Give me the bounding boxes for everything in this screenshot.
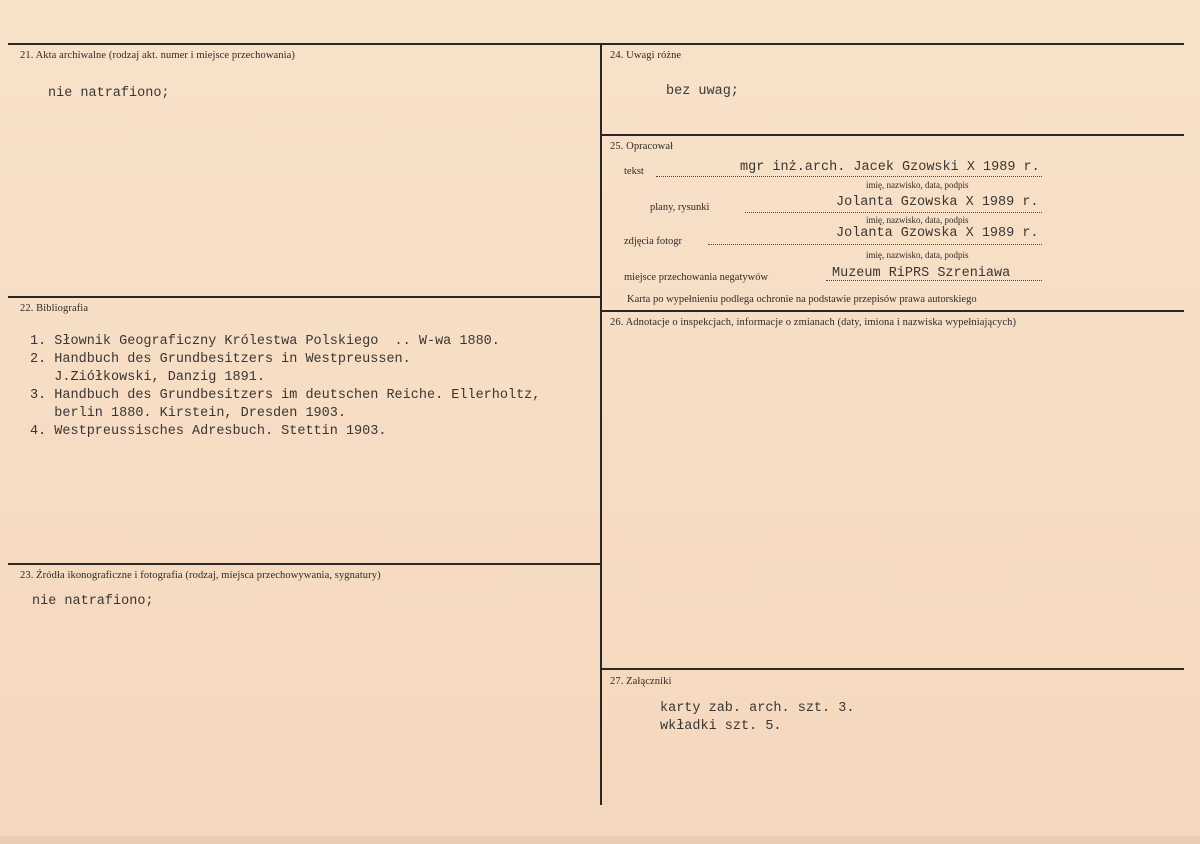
tekst-caption: imię, nazwisko, data, podpis (866, 180, 969, 190)
rule-26-27 (600, 668, 1184, 670)
section-21-value: nie natrafiono; (48, 86, 170, 101)
rule-24-25 (600, 134, 1184, 136)
section-23-label: 23. Źródła ikonograficzne i fotografia (rodzaj, miejsca przechowywania, sygnatury) (20, 570, 381, 581)
plany-value: Jolanta Gzowska X 1989 r. (836, 195, 1039, 210)
rule-21-22 (8, 296, 600, 298)
section-23-value: nie natrafiono; (32, 594, 154, 609)
rule-22-23 (8, 563, 600, 565)
section-27-line-1: karty zab. arch. szt. 3. (660, 701, 855, 716)
miejsce-value: Muzeum RiPRS Szreniawa (832, 266, 1011, 281)
card-bottom-edge (0, 836, 1200, 844)
list-item: J.Ziółkowski, Danzig 1891. (30, 370, 265, 385)
section-27-label: 27. Załączniki (610, 676, 672, 687)
list-item: 3. Handbuch des Grundbesitzers im deutschen Reiche. Ellerholtz, (30, 388, 541, 403)
section-22-label: 22. Bibliografia (20, 303, 89, 314)
list-item: berlin 1880. Kirstein, Dresden 1903. (30, 406, 346, 421)
section-24-label: 24. Uwagi różne (610, 50, 682, 61)
plany-caption: imię, nazwisko, data, podpis (866, 215, 969, 225)
list-item: 1. Słownik Geograficzny Królestwa Polskiego .. W-wa 1880. (30, 334, 500, 349)
tekst-value: mgr inż.arch. Jacek Gzowski X 1989 r. (740, 160, 1040, 175)
list-item: 4. Westpreussisches Adresbuch. Stettin 1903. (30, 424, 387, 439)
tekst-label: tekst (624, 166, 644, 177)
center-divider (600, 43, 602, 805)
rule-25-26 (600, 310, 1184, 312)
zdjecia-dotted-line (708, 244, 1042, 245)
bibliography-list (30, 333, 540, 441)
section-24-value: bez uwag; (666, 84, 739, 99)
section-26-label: 26. Adnotacje o inspekcjach, informacje o zmianach (daty, imiona i nazwiska wypełniających) (610, 317, 1017, 328)
section-21-label: 21. Akta archiwalne (rodzaj akt. numer i miejsce przechowania) (20, 50, 296, 61)
zdjecia-caption: imię, nazwisko, data, podpis (866, 250, 969, 260)
section-27-line-2: wkładki szt. 5. (660, 719, 782, 734)
plany-dotted-line (745, 212, 1042, 213)
miejsce-label: miejsce przechowania negatywów (624, 272, 769, 283)
tekst-dotted-line (656, 176, 1042, 177)
list-item: 2. Handbuch des Grundbesitzers in Westpreussen. (30, 352, 411, 367)
top-rule (8, 43, 1184, 45)
section-25-label: 25. Opracował (610, 141, 674, 152)
copyright-note: Karta po wypełnieniu podlega ochronie na podstawie przepisów prawa autorskiego (627, 294, 977, 305)
zdjecia-label: zdjęcia fotogr (624, 236, 683, 247)
plany-label: plany, rysunki (650, 202, 710, 213)
zdjecia-value: Jolanta Gzowska X 1989 r. (836, 226, 1039, 241)
